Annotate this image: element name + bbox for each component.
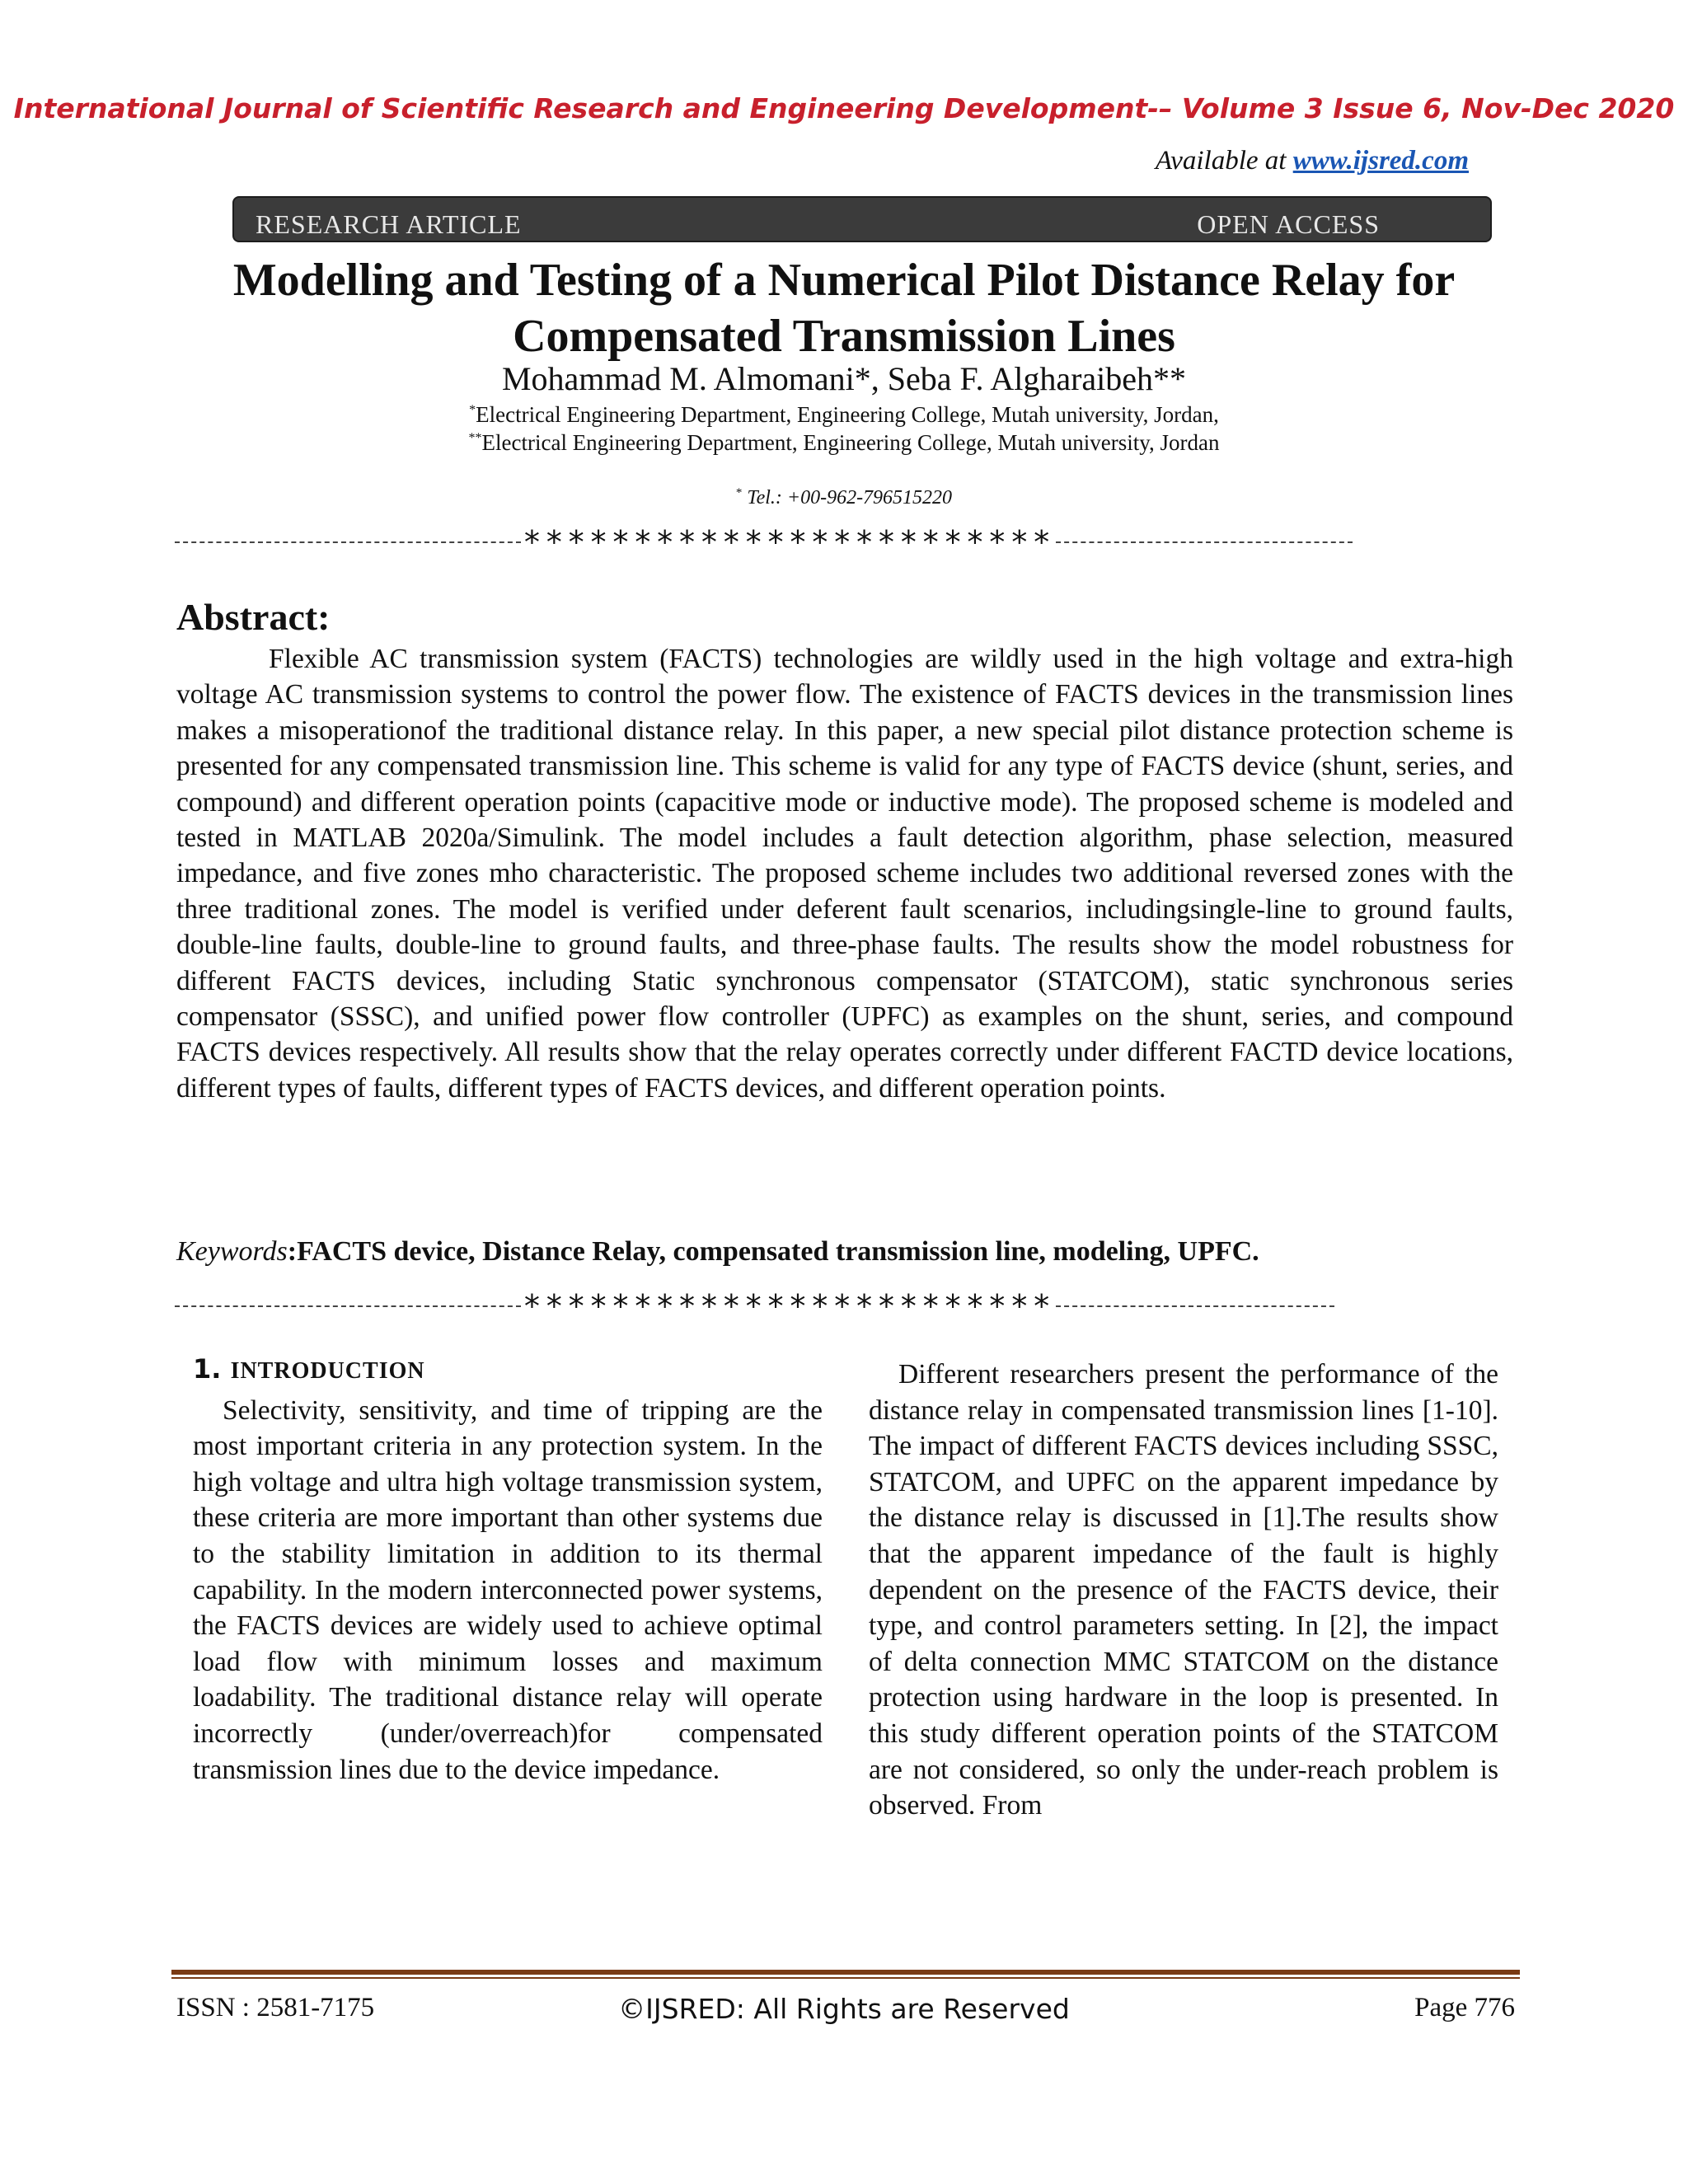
telephone: [0, 486, 1688, 509]
affiliation-1: [0, 402, 1688, 428]
available-prefix: Available at: [1155, 146, 1293, 176]
availability-line: [1156, 146, 1469, 176]
intro-paragraph-right: Different researchers present the performance of the distance relay in compensated transmission lines [1-10]. The impact of different FACTS devices including SSSC, STATCOM, and UPFC on the apparent impedance by the distance relay is discussed in [1].The results show that the apparent impedance of the fault is highly dependent on the presence of the FACTS device, their type, and control parameters setting. In [2], the impact of delta connection MMC STATCOM on the distance protection using hardware in the loop is presented. In this study different operation points of the STATCOM are not considered, so only the under-reach problem is observed. From: [869, 1359, 1498, 1821]
abstract-heading: Abstract:: [176, 596, 331, 638]
dash-rule-left: [175, 1305, 521, 1307]
affiliation-2-text: Electrical Engineering Department, Engineering College, Mutah university, Jordan: [481, 430, 1220, 455]
column-right: [869, 1357, 1498, 1824]
authors: Mohammad M. Almomani*, Seba F. Algharaibeh**: [501, 360, 1187, 397]
dash-rule-right: [1056, 1305, 1334, 1307]
journal-website-link[interactable]: www.ijsred.com: [1292, 146, 1469, 176]
divider-bottom: [175, 1288, 1334, 1324]
intro-paragraph-left: Selectivity, sensitivity, and time of tripping are the most important criteria in any protection system. In the high voltage and ultra high voltage transmission system, these criteria are more important than other systems due to the stability limitation in addition to its thermal capability. In the modern interconnected power systems, the FACTS devices are widely used to achieve optimal load flow with minimum losses and maximum loadability. The traditional distance relay will operate incorrectly (under/overreach)for compensated transmission lines due to the device impedance.: [193, 1394, 823, 1785]
divider-top: [175, 524, 1353, 560]
star-rule: ************************: [523, 524, 1055, 560]
section-heading-introduction: [193, 1352, 823, 1390]
affiliation-1-text: Electrical Engineering Department, Engineering College, Mutah university, Jordan,: [476, 402, 1219, 427]
footer-issn: ISSN : 2581-7175: [176, 1993, 375, 2022]
section-number: 1.: [193, 1353, 231, 1385]
star-rule: ************************: [523, 1288, 1055, 1324]
dash-rule-right: [1056, 541, 1353, 543]
telephone-text: Tel.: +00-962-796515220: [742, 487, 953, 509]
keywords-value: :FACTS device, Distance Relay, compensated transmission line, modeling, UPFC.: [287, 1236, 1259, 1267]
dash-rule-left: [175, 541, 521, 543]
abstract-text: Flexible AC transmission system (FACTS) technologies are wildly used in the high voltage and extra-high voltage AC transmission systems to control the power flow. The existence of FACTS devices in the transmission lines makes a misoperationof the traditional distance relay. In this paper, a new special pilot distance protection scheme is presented for any compensated transmission line. This scheme is valid for any type of FACTS device (shunt, series, and compound) and different operation points (capacitive mode or inductive mode). The proposed scheme is modeled and tested in MATLAB 2020a/Simulink. The model includes a fault detection algorithm, phase selection, measured impedance, and five zones mho characteristic. The proposed scheme includes two additional reversed zones with the three traditional zones. The model is verified under deferent fault scenarios, includingsingle-line to ground faults, double-line faults, double-line to ground faults, and three-phase faults. The results show the model robustness for different FACTS devices, including Static synchronous compensator (STATCOM), static synchronous series compensator (SSSC), and unified power flow controller (UPFC) as examples on the shunt, series, and compound FACTS devices respectively. All results show that the relay operates correctly under different FACTD device locations, different types of faults, different types of FACTS devices, and different operation points.: [176, 644, 1513, 1104]
keywords-line: [176, 1236, 1528, 1268]
affiliation-2-mark: **: [468, 431, 482, 445]
abstract-body: [176, 641, 1513, 1106]
open-access-label: OPEN ACCESS: [1197, 209, 1380, 239]
footer-rule-thick: [171, 1970, 1520, 1975]
article-type-label: RESEARCH ARTICLE: [256, 209, 522, 239]
paper-title: [165, 252, 1523, 364]
section-title: INTRODUCTION: [230, 1358, 425, 1384]
telephone-mark: *: [735, 486, 743, 499]
footer-rule-thin: [171, 1977, 1520, 1979]
column-left: [193, 1352, 823, 1788]
keywords-label: Keywords: [176, 1236, 288, 1267]
affiliation-2: [0, 430, 1688, 456]
footer-copyright: ©IJSRED: All Rights are Reserved: [618, 1993, 1070, 2025]
article-banner: [232, 196, 1492, 242]
title-line-2: Compensated Transmission Lines: [513, 311, 1175, 362]
title-line-1: Modelling and Testing of a Numerical Pilot Distance Relay for: [232, 255, 1456, 306]
journal-header: International Journal of Scientific Research and Engineering Development-– Volume 3 Issue 6, Nov-Dec 2020: [13, 92, 1675, 124]
footer-page-number: Page 776: [1414, 1993, 1515, 2022]
affiliation-1-mark: *: [469, 403, 476, 417]
